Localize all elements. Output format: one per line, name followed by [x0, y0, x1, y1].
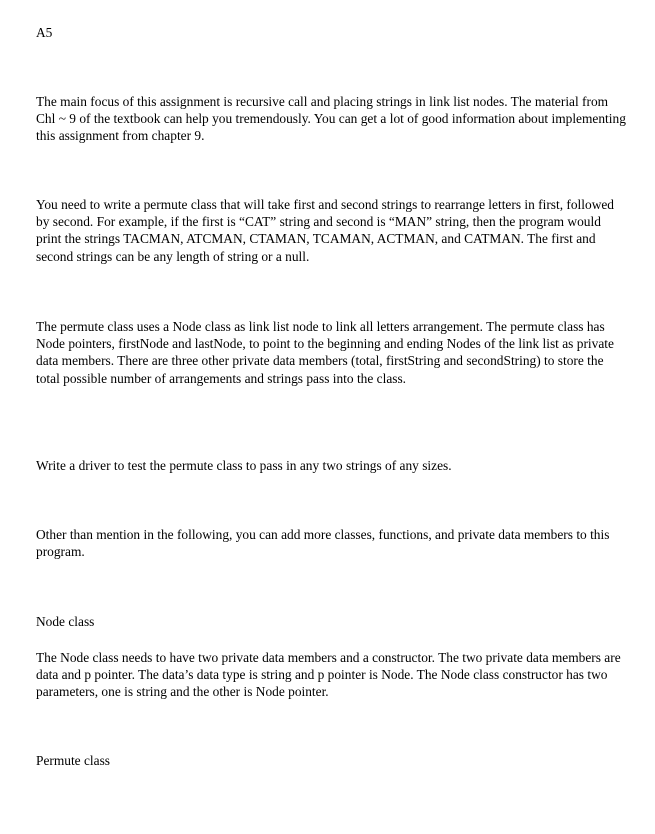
paragraph-other-than: Other than mention in the following, you can add more classes, functions, and private data members to this program. [36, 527, 610, 560]
paragraph-driver: Write a driver to test the permute class to pass in any two strings of any sizes. [36, 458, 452, 473]
permute-class-heading: Permute class [36, 753, 111, 768]
node-class-body: The Node class needs to have two private data members and a constructor. The two private data members are data and p pointer. The data’s data type is string and p pointer is Node. The Node class constructor has two parameters, one is string and the other is Node pointer. [36, 650, 621, 700]
assignment-label: A5 [36, 25, 53, 40]
paragraph-permute-class-members: The permute class uses a Node class as link list node to link all letters arrangement. The permute class has Node pointers, firstNode and lastNode, to point to the beginning and ending Nodes of the link list as private data members. There are three other private data members (total, firstString and secondString) to store the total possible number of arrangements and strings pass into the class. [36, 319, 614, 386]
paragraph-main-focus: The main focus of this assignment is recursive call and placing strings in link list nodes. The material from Chl ~ 9 of the textbook can help you tremendously. You can get a lot of good information about implementing this assignment from chapter 9. [36, 94, 626, 144]
node-class-heading: Node class [36, 614, 95, 629]
paragraph-permute-description: You need to write a permute class that will take first and second strings to rearrange letters in first, followed by second. For example, if the first is “CAT” string and second is “MAN” string, then the program would print the strings TACMAN, ATCMAN, CTAMAN, TCAMAN, ACTMAN, and CATMAN. The first and second strings can be any length of string or a null. [36, 197, 614, 264]
